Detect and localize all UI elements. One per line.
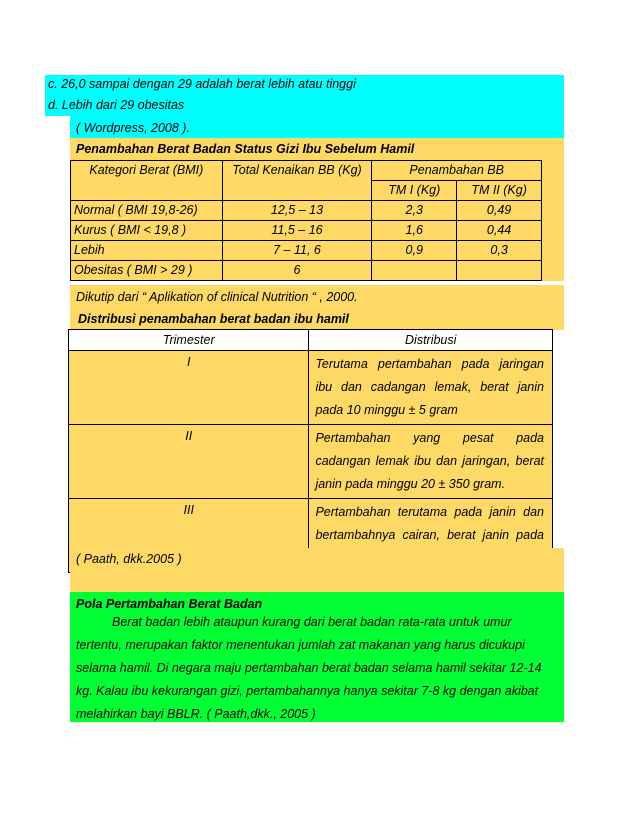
row-tm2: [457, 261, 542, 281]
row-tm2: 0,3: [457, 241, 542, 261]
row-tm2: 0,44: [457, 221, 542, 241]
weight-gain-table: [70, 160, 564, 281]
row-trimester: II: [69, 425, 309, 499]
row-total: 11,5 – 16: [222, 221, 372, 241]
table-row: [71, 261, 564, 281]
intro-source: ( Wordpress, 2008 ).: [76, 121, 190, 135]
row-trimester: I: [69, 351, 309, 425]
row-category: Normal ( BMI 19,8-26): [71, 201, 223, 221]
table-row: [69, 425, 553, 499]
table-row: [71, 221, 564, 241]
row-total: 7 – 11, 6: [222, 241, 372, 261]
table2-source: ( Paath, dkk.2005 ): [76, 552, 182, 566]
row-tm1: [372, 261, 457, 281]
row-distribution: Pertambahan terutama pada janin dan bertambahnya cairan, berat janin pada: [309, 499, 553, 573]
header-distribution: Distribusi: [309, 330, 553, 351]
row-tm1: 2,3: [372, 201, 457, 221]
row-tm1: 0,9: [372, 241, 457, 261]
header-tm2: TM II (Kg): [457, 181, 542, 201]
table1-title: Penambahan Berat Badan Status Gizi Ibu Sebelum Hamil: [76, 142, 415, 156]
row-tm1: 1,6: [372, 221, 457, 241]
row-category: Kurus ( BMI < 19,8 ): [71, 221, 223, 241]
intro-line-c: c. 26,0 sampai dengan 29 adalah berat lebih atau tinggi: [48, 77, 356, 91]
section-paragraph: Berat badan lebih ataupun kurang dari berat badan rata-rata untuk umur tertentu, merupakan faktor menentukan jumlah zat makanan yang harus dicukupi selama hamil. Di negara maju pertambahan berat badan selama hamil sekitar 12-14 kg. Kalau ibu kekurangan gizi, pertambahannya hanya sekitar 7-8 kg dengan akibat melahirkan bayi BBLR. ( Paath,dkk., 2005 ): [76, 615, 542, 721]
table-row: [71, 201, 564, 221]
row-total: 6: [222, 261, 372, 281]
row-total: 12,5 – 13: [222, 201, 372, 221]
row-category: Lebih: [71, 241, 223, 261]
header-category: Kategori Berat (BMI): [71, 161, 223, 201]
table-row: [69, 351, 553, 425]
row-category: Obesitas ( BMI > 29 ): [71, 261, 223, 281]
table-row: [71, 241, 564, 261]
row-tm2: 0,49: [457, 201, 542, 221]
distribution-table: [68, 329, 553, 573]
header-total: Total Kenaikan BB (Kg): [222, 161, 372, 201]
row-distribution: Pertambahan yang pesat pada cadangan lemak ibu dan jaringan, berat janin pada minggu 20 ± 350 gram.: [309, 425, 553, 499]
table2-title: Distribusi penambahan berat badan ibu hamil: [78, 312, 349, 326]
header-trimester: Trimester: [69, 330, 309, 351]
header-tm1: TM I (Kg): [372, 181, 457, 201]
table1-source: Dikutip dari “ Aplikation of clinical Nutrition “ , 2000.: [76, 290, 358, 304]
header-gain: Penambahan BB: [372, 161, 542, 181]
section-heading: Pola Pertambahan Berat Badan: [76, 597, 263, 611]
intro-line-d: d. Lebih dari 29 obesitas: [48, 98, 185, 112]
row-distribution: Terutama pertambahan pada jaringan ibu dan cadangan lemak, berat janin pada 10 minggu ± 5 gram: [309, 351, 553, 425]
row-trimester: III: [69, 499, 309, 573]
